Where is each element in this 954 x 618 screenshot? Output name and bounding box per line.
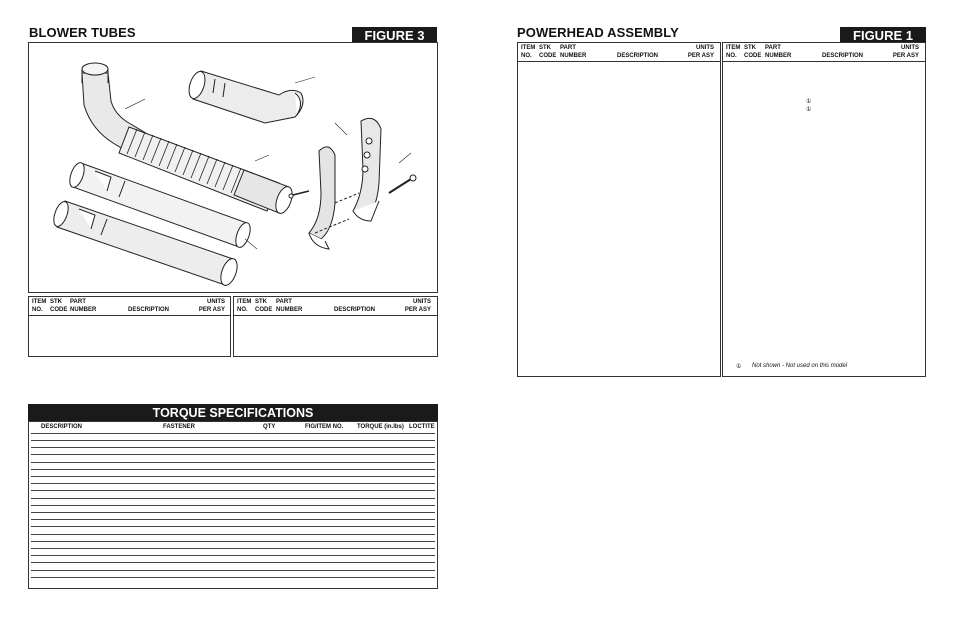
col-number: NUMBER xyxy=(70,307,97,313)
blower-parts-table-2 xyxy=(233,296,438,357)
figure-1-badge: FIGURE 1 xyxy=(840,27,926,43)
col-item: ITEM xyxy=(521,45,536,51)
col-stk: STK xyxy=(744,45,756,51)
col-code: CODE xyxy=(255,307,273,313)
col-torque: TORQUE (in.lbs) xyxy=(357,424,404,430)
col-no: NO. xyxy=(32,307,43,313)
blower-parts-table-1 xyxy=(28,296,231,357)
col-code: CODE xyxy=(539,53,557,59)
col-per-asy: PER ASY xyxy=(198,307,225,313)
col-per-asy: PER ASY xyxy=(892,53,919,59)
col-per-asy: PER ASY xyxy=(404,307,431,313)
blower-tubes-title: BLOWER TUBES xyxy=(29,25,136,40)
torque-specifications-title: TORQUE SPECIFICATIONS xyxy=(28,404,438,421)
col-stk: STK xyxy=(255,299,267,305)
col-part: PART xyxy=(276,299,292,305)
col-units: UNITS xyxy=(696,45,714,51)
col-part: PART xyxy=(70,299,86,305)
col-units: UNITS xyxy=(413,299,431,305)
col-stk: STK xyxy=(539,45,551,51)
col-number: NUMBER xyxy=(560,53,587,59)
col-item: ITEM xyxy=(32,299,47,305)
col-units: UNITS xyxy=(207,299,225,305)
col-description: DESCRIPTION xyxy=(41,424,83,430)
col-item: ITEM xyxy=(237,299,252,305)
powerhead-parts-table-2 xyxy=(722,42,926,377)
col-part: PART xyxy=(560,45,576,51)
col-part: PART xyxy=(765,45,781,51)
col-code: CODE xyxy=(50,307,68,313)
col-number: NUMBER xyxy=(276,307,303,313)
col-qty: QTY xyxy=(263,424,276,430)
col-item: ITEM xyxy=(726,45,741,51)
note-marker: ① xyxy=(736,364,742,370)
torque-specifications-table xyxy=(28,421,438,589)
col-no: NO. xyxy=(726,53,737,59)
figure-3-badge: FIGURE 3 xyxy=(352,27,437,43)
not-shown-note: Not shown - Not used on this model xyxy=(752,363,848,369)
col-per-asy: PER ASY xyxy=(687,53,714,59)
col-units: UNITS xyxy=(901,45,919,51)
not-used-marker: ① xyxy=(806,107,812,113)
col-loctite: LOCTITE xyxy=(409,424,435,430)
not-used-marker: ① xyxy=(806,99,812,105)
powerhead-parts-table-1 xyxy=(517,42,721,377)
col-number: NUMBER xyxy=(765,53,792,59)
powerhead-assembly-title: POWERHEAD ASSEMBLY xyxy=(517,25,679,40)
col-stk: STK xyxy=(50,299,62,305)
blower-tubes-illustration xyxy=(29,43,437,292)
col-fig-item-no: FIG/ITEM NO. xyxy=(305,424,344,430)
col-description: DESCRIPTION xyxy=(617,53,659,59)
blower-tubes-diagram xyxy=(28,42,438,293)
col-description: DESCRIPTION xyxy=(334,307,376,313)
col-code: CODE xyxy=(744,53,762,59)
col-no: NO. xyxy=(521,53,532,59)
col-description: DESCRIPTION xyxy=(128,307,170,313)
col-no: NO. xyxy=(237,307,248,313)
col-fastener: FASTENER xyxy=(163,424,196,430)
col-description: DESCRIPTION xyxy=(822,53,864,59)
